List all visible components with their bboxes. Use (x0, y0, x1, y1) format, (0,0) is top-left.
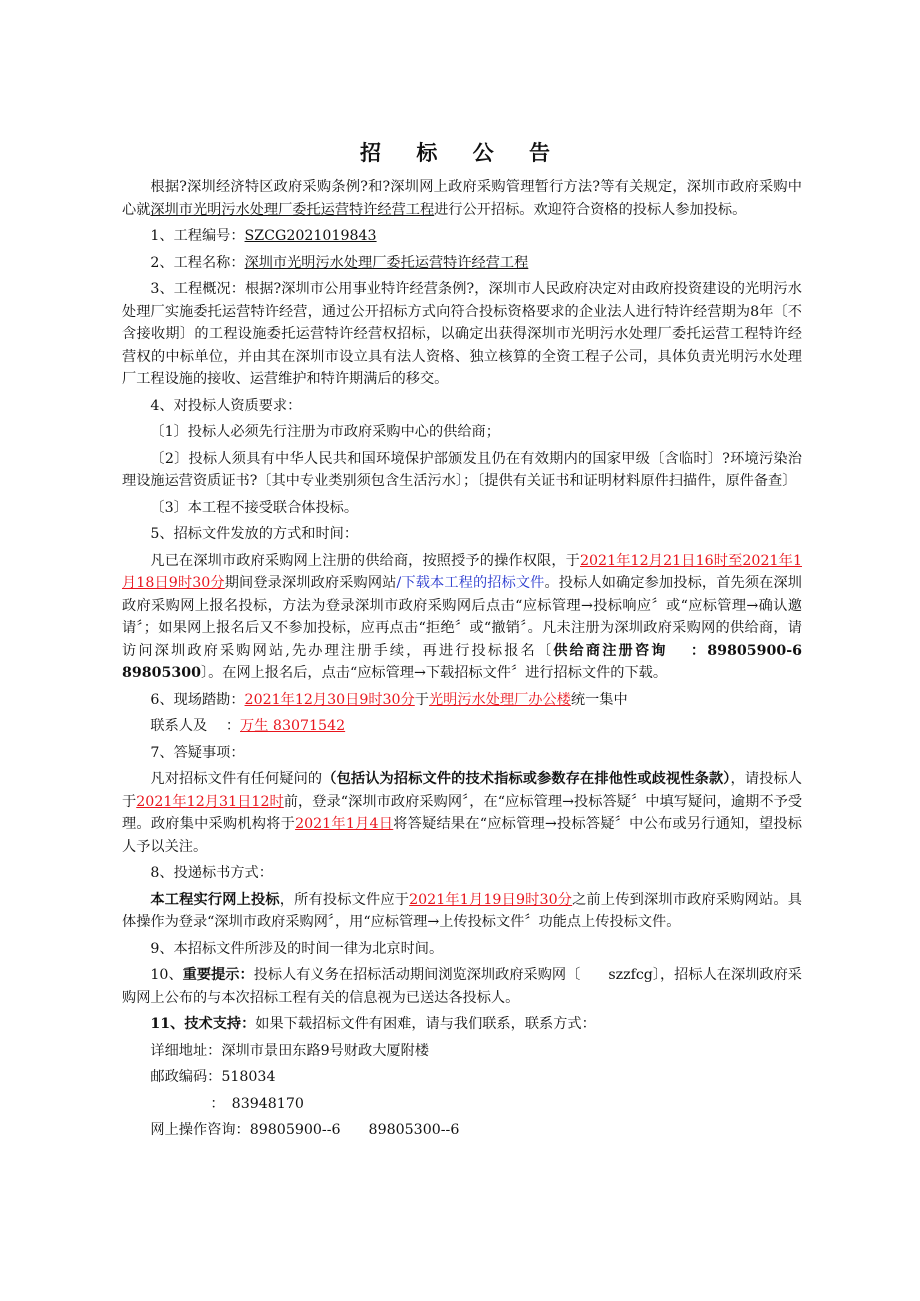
requirement-2: 〔2〕投标人须具有中华人民共和国环境保护部颁发且仍在有效期内的国家甲级〔含临时〕?环境污染治理设施运营资质证书?〔其中专业类别须包含生活污水〕；〔提供有关证书和证明材料原件扫描件，原件备查〕 (122, 450, 802, 489)
section-1-label: 1、工程编号： (150, 228, 245, 244)
section-10-emphasis: 重要提示： (182, 967, 254, 983)
support-postcode: 邮政编码：518034 (150, 1069, 276, 1085)
section-11-emphasis: 技术支持： (184, 1016, 256, 1032)
section-5-text-b: 期间登录深圳政府采购网站 (224, 575, 397, 591)
announcement-page (122, 132, 817, 1146)
consult-number-b: 89805300--6 (368, 1122, 460, 1138)
section-6-text-a: 于 (414, 691, 429, 708)
section-9-timezone: 9、本招标文件所涉及的时间一律为北京时间。 (150, 940, 444, 957)
section-11-text-a: 如果下载招标文件有困难，请与我们联系，联系方式： (255, 1016, 596, 1032)
section-10-number: 10、 (150, 967, 183, 983)
section-11-number: 11、 (150, 1016, 185, 1032)
site-code: szzfcg (608, 967, 653, 983)
registration-hotline: 供给商注册咨询 ：89805900-6 89805300 (122, 642, 817, 681)
section-11-support (122, 1013, 802, 1036)
section-8-text-b: 之前上传到深圳市政府采购网站。具体操作为登录“深圳市政府采购网〞，用“应标管理→上传投标文件〞功能点上传投标文件。 (122, 891, 802, 930)
section-5-body (122, 550, 817, 685)
section-8-text-a: ，所有投标文件应于 (279, 891, 410, 908)
section-4-label: 4、对投标人资质要求： (150, 397, 302, 414)
section-8-body (122, 889, 802, 934)
requirement-3: 〔3〕本工程不接受联合体投标。 (150, 499, 359, 516)
section-6-site-visit (122, 689, 802, 712)
answer-date: 2021年1月4日 (295, 816, 394, 832)
section-7-text-a: 凡对招标文件有任何疑问的 (150, 771, 323, 787)
section-10-text-b: 〕，招标人在深圳政府采购网上公布的与本次招标工程有关的信息视为已送达各投标人。 (122, 967, 802, 1006)
support-phone-number: ： 83948170 (210, 1095, 304, 1112)
project-name: 深圳市光明污水处理厂委托运营特许经营工程 (244, 254, 529, 271)
section-5-text-c: 。投标人如确定参加投标，首先须在深圳政府采购网上报名投标，方法为登录深圳市政府采购网后点击“应标管理→投标响应〞或“应标管理→确认邀请〞；如果网上报名后又不参加投标，应再点击“拒绝〞或“撤销〞。凡未注册为深圳政府采购网的供给商，请访问深圳政府采购网站,先办理注册手续，再进行投标报名〔 (122, 575, 802, 659)
intro-text-a: 根据?深圳经济特区政府采购条例?和?深圳网上政府采购管理暂行方法?等有关规定，深圳市政府采购中心就 (122, 179, 802, 218)
submission-deadline: 2021年1月19日9时30分 (409, 891, 573, 908)
site-visit-time: 2021年12月30日9时30分 (244, 691, 415, 708)
section-2-label: 2、工程名称： (150, 254, 245, 271)
intro-paragraph (122, 176, 802, 221)
section-6-label: 6、现场踏勘： (150, 691, 245, 708)
section-1-project-number (122, 225, 802, 248)
intro-text-b: 进行公开招标。欢迎符合资格的投标人参加投标。 (434, 201, 747, 218)
page-title: 招 标 公 告 (360, 140, 564, 165)
site-visit-place: 光明污水处理厂办公楼 (428, 691, 571, 708)
requirement-1: 〔1〕投标人必须先行注册为市政府采购中心的供给商； (150, 424, 500, 440)
intro-project-name: 深圳市光明污水处理厂委托运营特许经营工程 (150, 201, 435, 218)
section-10-notice (122, 964, 802, 1009)
project-number: SZCG2021019843 (244, 228, 377, 244)
section-7-text-d: 将答疑结果在“应标管理→投标答疑〞中公布或另行通知，望投标人予以关注。 (122, 816, 802, 855)
distribution-period: 2021年12月21日16时至2021年1月18日9时30分 (122, 552, 802, 591)
section-2-project-name (122, 252, 802, 275)
section-3-overview: 3、工程概况：根据?深圳市公用事业特许经营条例?，深圳市人民政府决定对由政府投资建设的光明污水处理厂实施委托运营特许经营，通过公开招标方式向符合投标资格要求的企业法人进行特许经营期为8年〔不含接收期〕的工程设施委托运营特许经营权招标，以确定出获得深圳市光明污水处理厂委托运营工程特许经营权的中标单位，并由其在深圳市设立具有法人资格、独立核算的全资工程子公司，具体负责光明污水处理厂工程设施的接收、运营维护和特许期满后的移交。 (122, 281, 802, 387)
section-7-label: 7、答疑事项： (150, 744, 245, 761)
section-7-text-c: 前，登录“深圳市政府采购网〞，在“应标管理→投标答疑〞中填写疑问，逾期不予受理。政府集中采购机构将于 (122, 793, 803, 832)
consult-number-a: 89805900--6 (249, 1122, 341, 1138)
contact-person: 万生 83071542 (240, 718, 346, 734)
section-7-text-b: ，请投标人于 (122, 771, 802, 810)
support-online-consult (122, 1119, 802, 1142)
section-8-label: 8、投递标书方式： (150, 865, 273, 881)
question-deadline: 2021年12月31日12时 (136, 793, 284, 810)
section-6-text-b: 统一集中 (570, 691, 628, 708)
section-5-label: 5、招标文件发放的方式和时间： (150, 526, 359, 542)
support-address: 详细地址：深圳市景田东路9号财政大厦附楼 (150, 1042, 429, 1059)
section-10-text-a: 投标人有义务在招标活动期间浏览深圳政府采购网〔 (253, 967, 581, 983)
section-6-contact (122, 715, 802, 738)
section-8-emphasis: 本工程实行网上投标 (150, 891, 280, 908)
support-phone (122, 1093, 802, 1116)
section-5-text-a: 凡已在深圳市政府采购网上注册的供给商，按照授予的操作权限，于 (150, 552, 580, 569)
section-5-text-d: 〕。在网上报名后，点击“应标管理→下载招标文件〞进行招标文件的下载。 (200, 665, 668, 681)
download-link[interactable]: /下载本工程的招标文件 (396, 575, 545, 591)
section-7-body (122, 768, 802, 858)
consult-label: 网上操作咨询： (150, 1122, 250, 1138)
contact-label: 联系人及 ： (150, 718, 241, 734)
section-7-emphasis: （包括认为招标文件的技术指标或参数存在排他性或歧视性条款） (322, 771, 731, 787)
